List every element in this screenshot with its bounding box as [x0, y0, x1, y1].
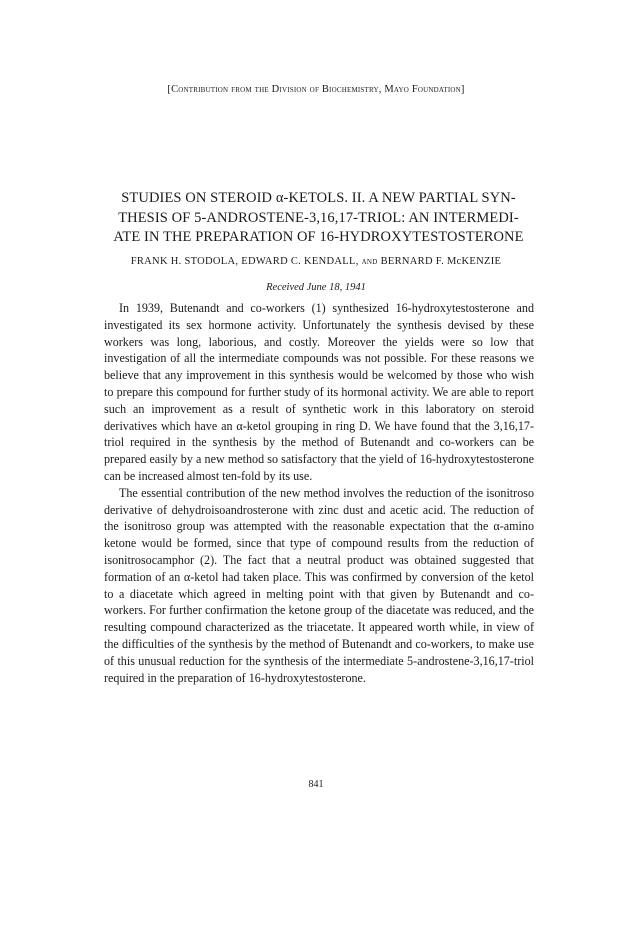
title-line-1: STUDIES ON STEROID α-KETOLS. II. A NEW PARTIAL SYN-	[121, 190, 516, 206]
title-line-3: ATE IN THE PREPARATION OF 16-HYDROXYTESTOSTERONE	[113, 229, 524, 245]
authors-first: FRANK H. STODOLA, EDWARD C. KENDALL,	[130, 256, 359, 267]
paragraph-2: The essential contribution of the new method involves the reduction of the isonitroso derivative of dehydroisoandrosterone with zinc dust and acetic acid. The reduction of the isonitroso group was attempted with the reasonable expectation that the α-amino ketone would be formed, since that type of compound results from the reduction of isonitrosocamphor (2). The fact that a neutral product was obtained suggested that formation of an α-ketol had taken place. This was confirmed by conversion of the ketol to a diacetate which agreed in melting point with that given by Butenandt and co-workers. For further confirmation the ketone group of the diacetate was reduced, and the resulting compound characterized as the triacetate. It appeared worth while, in view of the difficulties of the synthesis by the method of Butenandt and co-workers, to make use of this unusual reduction for the synthesis of the intermediate 5-androstene-3,16,17-triol required in the preparation of 16-hydroxytestosterone.	[104, 485, 534, 685]
authors-last: BERNARD F. McKENZIE	[380, 256, 502, 267]
title-line-2: THESIS OF 5-ANDROSTENE-3,16,17-TRIOL: AN INTERMEDI-	[118, 209, 519, 226]
authors-conjunction: and	[361, 256, 378, 267]
received-date: Received June 18, 1941	[266, 282, 366, 293]
article-body	[104, 300, 534, 686]
page-number: 841	[308, 779, 324, 790]
article-title	[106, 189, 531, 248]
author-list	[0, 256, 632, 267]
contribution-header: [Contribution from the Division of Biochemistry, Mayo Foundation]	[167, 84, 465, 95]
paragraph-1: In 1939, Butenandt and co-workers (1) synthesized 16-hydroxytestosterone and investigated its sex hormone activity. Unfortunately the synthesis devised by these workers was long, laborious, and costly. Moreover the yields were so low that investigation of all the intermediate compounds was not possible. For these reasons we believe that any improvement in this synthesis would be welcomed by those who wish to prepare this compound for further study of its hormonal activity. We are able to report such an improvement as a result of synthetic work in this laboratory on steroid derivatives which have an α-ketol grouping in ring D. We have found that the 3,16,17-triol required in the synthesis by the method of Butenandt and co-workers can be prepared easily by a new method so satisfactory that the yield of 16-hydroxytestosterone can be increased almost ten-fold by its use.	[104, 301, 534, 483]
